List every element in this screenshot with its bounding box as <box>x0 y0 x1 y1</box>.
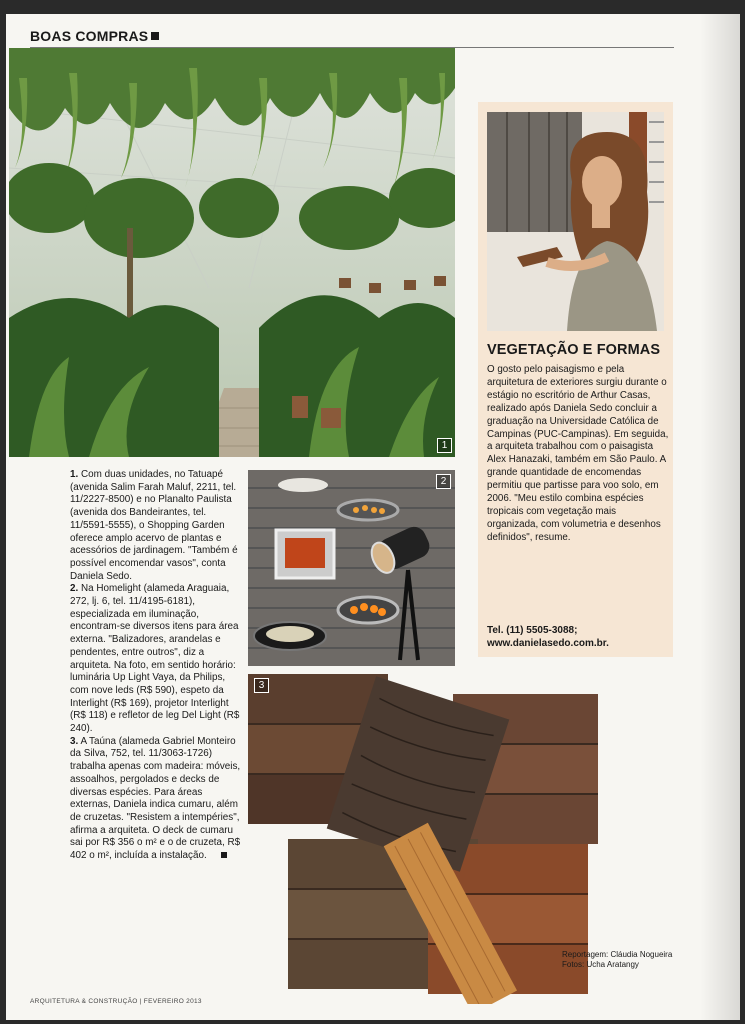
item-1 <box>70 469 242 583</box>
contact-website[interactable]: www.danielasedo.com.br. <box>487 638 609 649</box>
section-title: BOAS COMPRAS <box>30 28 149 44</box>
item-3-number: 3. <box>70 735 79 747</box>
magazine-page <box>6 14 740 1020</box>
item-1-text: Com duas unidades, no Tatuapé (avenida Salim Farah Maluf, 2211, tel. 11/2227-8500) e no Planalto Paulista (avenida dos Bandeirantes, tel. 11/5591-5555), o Shopping Garden oferece amplo acervo de plantas e acessórios de jardinagem. "Também é possível encomendar vasos", conta Daniela Sedo. <box>70 469 238 582</box>
contact-phone: Tel. (11) 5505-3088; <box>487 625 578 636</box>
end-square-icon <box>221 852 227 858</box>
item-3-text: A Taúna (alameda Gabriel Monteiro da Silva, 752, tel. 11/3063-1726) trabalha apenas com madeira: móveis, assoalhos, pergolados e decks de diversas espécies. Para áreas externas, Daniela indica cumaru, além de cruzetas. "Resistem a intempéries", afirma a arquiteta. O deck de cumaru sai por R$ 356 o m² e o de cruzeta, R$ 402 o m², incluída a instalação. <box>70 735 241 862</box>
greenhouse-photo <box>9 48 455 457</box>
sidebar-text: O gosto pelo paisagismo e pela arquitetura de exteriores surgiu durante o estágio no escritório de Arthur Casas, realizado após Daniela Sedo concluir a graduação na Universidade Católica de Campinas (PUC-Campinas). Em seguida, a arquiteta trabalhou com o paisagista Alex Hanazaki, também em São Paulo. A grande quantidade de encomendas permitiu que partisse para voo solo, em 2006. "Meu estilo combina espécies tropicais com vegetação mais organizada, com volumetria e desenhos definidos", resume. <box>487 364 669 543</box>
article-body <box>70 469 242 863</box>
wood-illustration <box>248 674 598 1004</box>
credit-photos: Fotos: Ucha Aratangy <box>562 960 639 969</box>
credits <box>562 950 672 970</box>
designer-portrait <box>487 112 664 331</box>
photo-number-2: 2 <box>436 474 451 489</box>
item-3 <box>70 736 242 863</box>
section-header <box>30 28 159 44</box>
photo-number-3: 3 <box>254 678 269 693</box>
greenhouse-illustration <box>9 48 455 457</box>
item-2-text: Na Homelight (alameda Araguaia, 272, lj. 6, tel. 11/4195-6181), especializada em iluminação, encontram-se diversos itens para área externa. "Balizadores, arandelas e pendentes, entre outros", diz a arquiteta. Na foto, em sentido horário: luminária Up Light Vaya, da Philips, com nove leds (R$ 590), espeto da Interlight (R$ 169), projetor Interlight (R$ 118) e refletor de leg Del Light (R$ 240). <box>70 583 240 735</box>
page-binding-shadow <box>700 14 740 1020</box>
contact-block <box>487 624 609 650</box>
item-1-number: 1. <box>70 469 79 480</box>
header-square-icon <box>151 32 159 40</box>
item-2 <box>70 583 242 735</box>
sidebar-title: VEGETAÇÃO E FORMAS <box>487 342 661 358</box>
item-2-number: 2. <box>70 583 79 595</box>
credit-report: Reportagem: Cláudia Nogueira <box>562 950 673 959</box>
portrait-illustration <box>487 112 664 331</box>
lights-illustration <box>248 470 455 666</box>
wood-samples-photo <box>248 674 598 1004</box>
photo-number-1: 1 <box>437 438 452 453</box>
profile-sidebar <box>478 102 673 657</box>
page-footer: ARQUITETURA & CONSTRUÇÃO | FEVEREIRO 2013 <box>30 998 202 1005</box>
lights-photo <box>248 470 455 666</box>
